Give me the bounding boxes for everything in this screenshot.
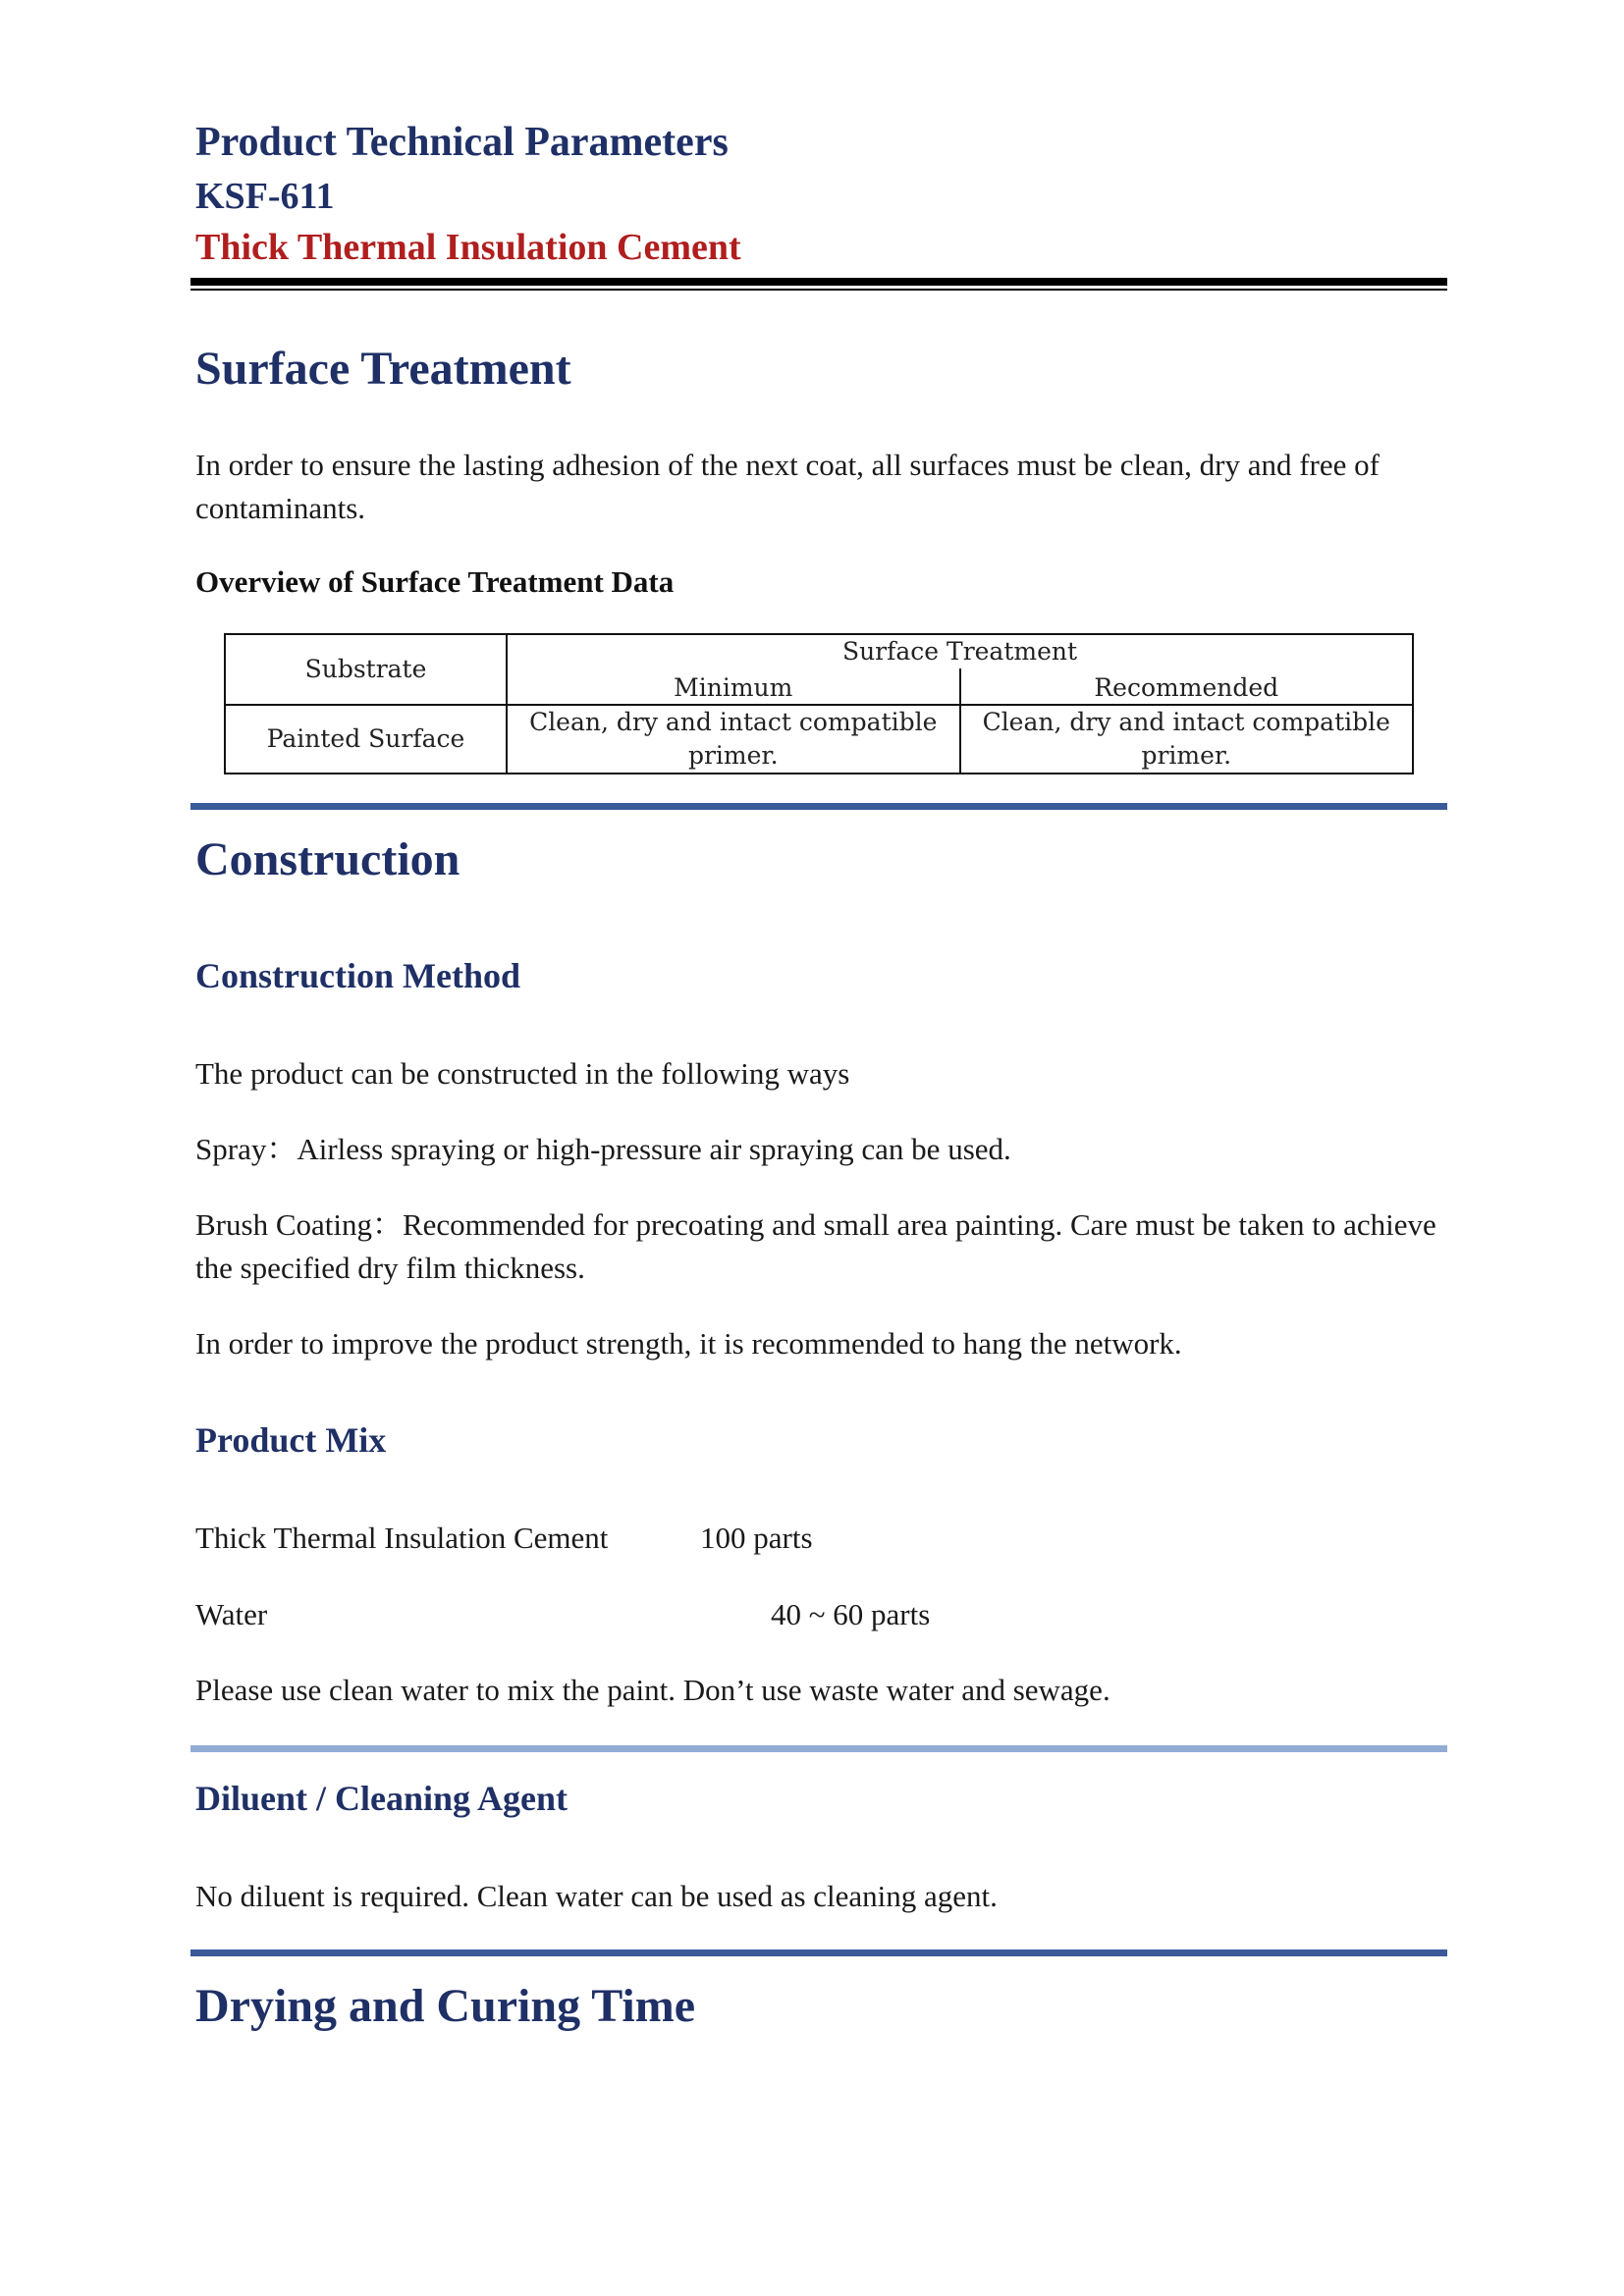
header-recommended: Recommended	[959, 668, 1413, 704]
cell-minimum: Clean, dry and intact compatible primer.	[529, 708, 938, 770]
product-name: Thick Thermal Insulation Cement	[195, 227, 741, 268]
mix-note: Please use clean water to mix the paint. Don’t use waste water and sewage.	[195, 1673, 1110, 1707]
header-rule-thin	[190, 289, 1447, 291]
mix-item-name: Water	[195, 1597, 268, 1631]
method-spray: Spray：Airless spraying or high-pressure air spraying can be used.	[195, 1132, 1011, 1166]
mix-item-amount: 100 parts	[700, 1521, 813, 1555]
diluent-text: No diluent is required. Clean water can be used as cleaning agent.	[195, 1879, 998, 1913]
header-surface-treatment-group	[507, 634, 1413, 705]
cell-substrate: Painted Surface	[225, 705, 507, 774]
header-rule-thick	[190, 278, 1447, 286]
product-code: KSF-611	[195, 176, 335, 217]
cell-recommended: Clean, dry and intact compatible primer.	[959, 706, 1413, 773]
header-surface-treatment: Surface Treatment	[841, 637, 1078, 666]
document-title: Product Technical Parameters	[195, 120, 729, 165]
subheading-diluent: Diluent / Cleaning Agent	[195, 1779, 568, 1818]
section-heading-drying: Drying and Curing Time	[195, 1980, 695, 2032]
table-row	[225, 705, 1413, 774]
table-header-row	[225, 634, 1413, 705]
section-rule-drying	[190, 1949, 1447, 1956]
mix-item-amount: 40 ~ 60 parts	[771, 1597, 931, 1631]
subheading-construction-method: Construction Method	[195, 956, 520, 995]
mix-item-name: Thick Thermal Insulation Cement	[195, 1521, 609, 1555]
header-substrate: Substrate	[225, 634, 507, 705]
section-heading-construction: Construction	[195, 833, 460, 885]
method-network: In order to improve the product strength, it is recommended to hang the network.	[195, 1326, 1182, 1361]
surface-treatment-intro: In order to ensure the lasting adhesion of the next coat, all surfaces must be clean, dry and free of contaminants.	[195, 448, 1380, 525]
header-minimum: Minimum	[674, 673, 793, 702]
subheading-product-mix: Product Mix	[195, 1420, 387, 1460]
surface-treatment-table	[224, 633, 1414, 774]
section-heading-surface-treatment: Surface Treatment	[195, 343, 571, 395]
method-intro: The product can be constructed in the following ways	[195, 1056, 850, 1091]
overview-heading: Overview of Surface Treatment Data	[195, 564, 675, 599]
section-rule-diluent	[190, 1745, 1447, 1752]
section-rule-construction	[190, 803, 1447, 810]
cell-treatments	[507, 705, 1413, 774]
method-brush: Brush Coating：Recommended for precoating and small area painting. Care must be taken to achieve the specified dry film thickness.	[195, 1207, 1436, 1285]
